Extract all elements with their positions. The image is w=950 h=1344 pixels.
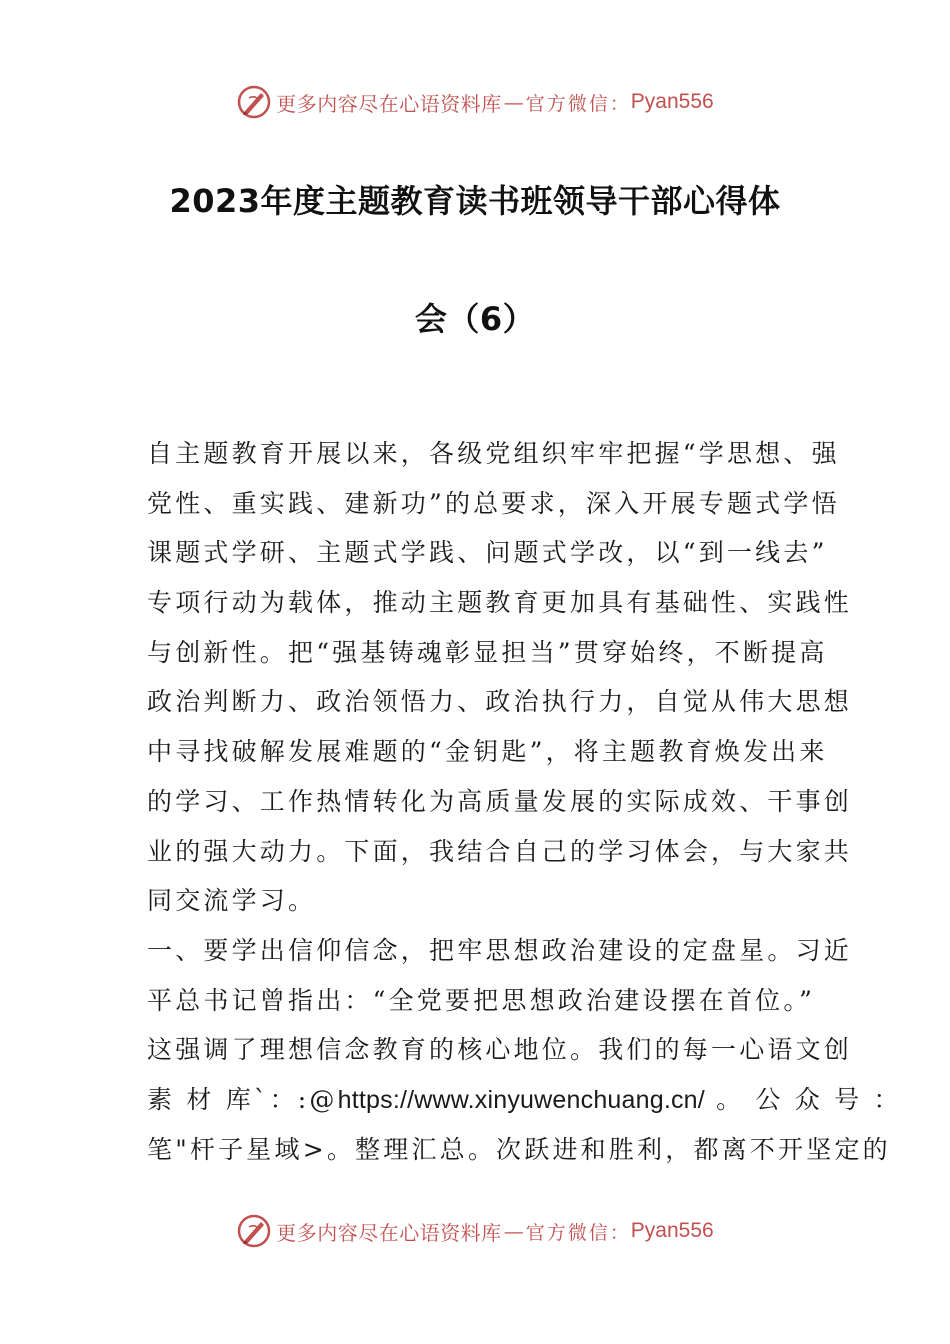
body-line: 自主题教育开展以来，各级党组织牢牢把握“学思想、强: [147, 439, 840, 468]
website-url-link[interactable]: https://www.xinyuwenchuang.cn/: [337, 1085, 705, 1114]
document-body: [147, 436, 902, 1181]
banner-wechat-id: Pyan556: [630, 1219, 714, 1242]
body-line: 同交流学习。: [147, 886, 317, 916]
body-line: 课题式学研、主题式学践、问题式学改，以“到一线去”: [147, 538, 828, 568]
body-line: 与创新性。把“强基铸魂彰显担当”贯穿始终，不断提高: [147, 637, 828, 667]
pen-circle-logo-icon: [236, 84, 272, 120]
url-line-suffix: 。 公 众 号 ：: [704, 1084, 902, 1114]
banner-separator: —: [503, 1219, 524, 1243]
pen-circle-logo-icon: [236, 1213, 272, 1249]
banner-separator: —: [503, 90, 524, 114]
banner-wechat-label: 官方微信：: [525, 1221, 631, 1244]
banner-wechat-label: 官方微信：: [525, 92, 631, 115]
header-banner: [0, 82, 950, 122]
banner-text: 更多内容尽在心语资料库: [276, 91, 502, 116]
footer-banner: [0, 1211, 950, 1251]
body-line: 党性、重实践、建新功”的总要求，深入开展专题式学悟: [147, 488, 840, 518]
body-line: 的学习、工作热情转化为高质量发展的实际成效、干事创: [147, 786, 853, 816]
banner-wechat-id: Pyan556: [630, 90, 714, 113]
body-line: 专项行动为载体，推动主题教育更加具有基础性、实践性: [147, 588, 853, 618]
body-line: 一、要学出信仰信念，把牢思想政治建设的定盘星。习近: [147, 935, 853, 965]
body-line: 中寻找破解发展难题的“金钥匙”，将主题教育焕发出来: [147, 737, 828, 767]
banner-text: 更多内容尽在心语资料库: [276, 1220, 502, 1245]
body-line: 笔"杆子星域>。整理汇总。次跃进和胜利，都离不开坚定的: [147, 1134, 891, 1164]
document-title-line-1: 2023年度主题教育读书班领导干部心得体: [169, 182, 781, 220]
body-url-line: [147, 1082, 902, 1132]
document-title-line-2: 会（6）: [414, 300, 536, 338]
body-line: 政治判断力、政治领悟力、政治执行力，自觉从伟大思想: [147, 687, 853, 717]
url-line-prefix: 素 材 库`：:@: [147, 1084, 338, 1114]
body-line: 这强调了理想信念教育的核心地位。我们的每一心语文创: [147, 1035, 853, 1065]
body-line: 业的强大动力。下面，我结合自己的学习体会，与大家共: [147, 836, 853, 866]
body-line: 平总书记曾指出：“全党要把思想政治建设摆在首位。”: [147, 985, 816, 1015]
